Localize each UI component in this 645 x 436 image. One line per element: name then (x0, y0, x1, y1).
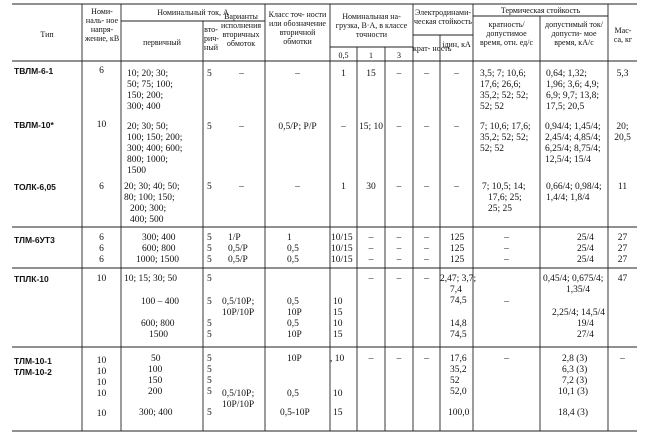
idyn-cell: 74,5 (450, 330, 467, 340)
primary-line: 600; 800 (142, 244, 176, 254)
thermal-current-line: 0,45/4; 0,675/4; (543, 274, 604, 284)
load-05-cell: – (341, 122, 346, 132)
secondary-cell: 5 (207, 387, 212, 397)
secondary-cell: 5 (207, 408, 212, 418)
load-05-cell: 1 (341, 69, 346, 79)
load-05-cell: 10/15 (331, 233, 353, 243)
idyn-cell: – (454, 69, 459, 79)
idyn-cell: – (454, 122, 459, 132)
thermal-current-line: 1,4/4; 1,8/4 (546, 193, 590, 203)
header-accuracy-class: Класс точ- ности или обозначение вторичной обмотки (268, 10, 327, 46)
primary-line: 1500 (149, 330, 168, 340)
variants-cell: 0,5/Р (228, 244, 248, 254)
voltage-cell: 10 (96, 378, 107, 388)
secondary-cell: 5 (207, 365, 212, 375)
load-05-cell: , 10 (330, 354, 345, 364)
accuracy-cell: 0,5 (287, 319, 299, 329)
load-1-cell: – (368, 233, 374, 243)
thermal-mult-line: 35,2; 52; 52; (480, 91, 529, 101)
thermal-mult-line: 52; 52 (480, 144, 505, 154)
secondary-cell: 5 (207, 69, 212, 79)
primary-line: 300; 400 (142, 233, 176, 243)
thermal-mult-cell: – (504, 255, 509, 265)
primary-line: 100 – 400 (141, 297, 179, 307)
load-05-cell: 15 (333, 408, 343, 418)
type-tplk10: ТПЛК-10 (14, 274, 49, 284)
secondary-cell: 5 (207, 376, 212, 386)
mass-cell: 27 (617, 255, 628, 265)
primary-line: 10; 15; 30; 50 (124, 274, 178, 284)
variants-cell: 1/Р (228, 233, 241, 243)
idyn-cell: 7,4 (450, 285, 462, 295)
multiplicity-cell: – (424, 233, 429, 243)
type-tvlm10: ТВЛМ-10* (14, 120, 54, 130)
thermal-mult-line: 17,6; 26,6; (480, 80, 521, 90)
secondary-cell: 5 (207, 274, 212, 284)
accuracy-cell: 10Р (287, 308, 302, 318)
idyn-cell: 14,8 (450, 319, 467, 329)
thermal-current-cell: 25/4 (577, 255, 594, 265)
multiplicity-cell: – (424, 69, 429, 79)
thermal-current-line: 1,96; 3,6; 4,9; (546, 80, 600, 90)
load-1-cell: – (368, 274, 374, 284)
load-3-cell: – (396, 255, 402, 265)
idyn-cell: 100,0 (448, 408, 470, 418)
thermal-current-line: 2,25/4; 14,5/4 (552, 308, 606, 318)
thermal-current-line: 0,64; 1,32; (546, 69, 587, 79)
mass-cell: 27 (617, 244, 628, 254)
header-type: Тип (40, 30, 54, 39)
load-3-cell: – (396, 122, 402, 132)
thermal-current-line: 6,9; 9,7; 13,8; (546, 91, 600, 101)
header-electrodynamic: Электродинами- ческая стойкость (414, 8, 472, 26)
thermal-current-line: 18,4 (3) (558, 408, 589, 418)
primary-line: 150 (148, 376, 163, 386)
load-05-cell: 15 (333, 308, 343, 318)
voltage-cell: 10 (96, 409, 107, 419)
load-3-cell: – (396, 69, 402, 79)
primary-line: 10; 20; 30; (127, 69, 169, 79)
voltage-cell: 10 (96, 356, 107, 366)
thermal-mult-cell: – (504, 244, 509, 254)
load-1-cell: 15 (366, 69, 376, 79)
thermal-current-line: 27/4 (577, 330, 594, 340)
variants-cell: 10Р/10Р (222, 308, 255, 318)
thermal-current-cell: 25/4 (577, 244, 594, 254)
primary-line: 200; 300; (130, 204, 167, 214)
mass-cell: 27 (617, 233, 628, 243)
voltage-cell: 6 (99, 233, 104, 243)
header-primary: первичный (143, 38, 181, 47)
multiplicity-cell: – (424, 255, 429, 265)
thermal-mult-line: 7; 10,5; 14; (482, 182, 526, 192)
accuracy-cell: 10Р (287, 354, 302, 364)
primary-line: 20; 30; 50; (127, 122, 169, 132)
mass-cell: 11 (617, 182, 628, 192)
primary-line: 80; 100; 150; (124, 193, 175, 203)
variants-cell: – (239, 182, 244, 192)
secondary-cell: 5 (207, 122, 212, 132)
load-1-cell: 15; 10 (358, 122, 383, 132)
primary-line: 50; 75; 100; (127, 80, 173, 90)
thermal-mult-line: 25; 25 (488, 204, 513, 214)
thermal-current-line: 0,66/4; 0,98/4; (546, 182, 602, 192)
header-current-group: Номинальный ток, А (157, 8, 229, 17)
thermal-current-line: 10,1 (3) (558, 387, 589, 397)
thermal-current-line: 1,35/4 (566, 285, 591, 295)
header-voltage: Номи- наль- ное напря- жение, кВ (84, 7, 120, 43)
header-idyn: iдин, кА (442, 40, 471, 49)
load-05-cell: 1 (341, 182, 346, 192)
secondary-cell: 5 (207, 354, 212, 364)
accuracy-cell: 0,5 (287, 255, 299, 265)
load-3-cell: – (396, 274, 402, 284)
load-05-cell: 10 (333, 319, 343, 329)
load-3-cell: – (396, 182, 402, 192)
header-load-05: 0,5 (338, 51, 349, 60)
multiplicity-cell: – (424, 182, 429, 192)
voltage-cell: 10 (96, 274, 107, 284)
accuracy-cell: 10Р (287, 330, 302, 340)
voltage-cell: 10 (96, 367, 107, 377)
thermal-mult-line: 7; 10,6; 17,6; (480, 122, 531, 132)
load-05-cell: 10/15 (331, 255, 353, 265)
idyn-cell: 17,6 (450, 354, 467, 364)
load-1-cell: – (368, 354, 374, 364)
header-variants: Варианты исполнения вторичных обмоток (220, 12, 262, 48)
header-thermal-mult: кратность/ допустимое время, отн. ед/с (479, 20, 534, 47)
idyn-cell: 2,47; 3,7; (440, 274, 477, 284)
primary-line: 1000; 1500 (136, 255, 180, 265)
primary-line: 300; 400 (127, 102, 161, 112)
mass-cell: 5,3 (616, 69, 629, 79)
header-thermal: Термическая стойкость (500, 6, 581, 15)
accuracy-cell: 0,5-10Р (280, 408, 310, 418)
variants-cell: 0,5/10Р; (222, 297, 255, 307)
voltage-cell: 10 (96, 120, 107, 130)
idyn-cell: 52,0 (450, 387, 467, 397)
type-tlm10-2: ТЛМ-10-2 (14, 367, 52, 377)
load-1-cell: – (368, 255, 374, 265)
thermal-mult-cell: – (504, 297, 509, 307)
primary-line: 800; 1000; (127, 155, 168, 165)
idyn-cell: 125 (450, 233, 465, 243)
idyn-cell: 52 (450, 376, 460, 386)
secondary-cell: 5 (207, 297, 212, 307)
accuracy-cell: – (295, 182, 300, 192)
secondary-cell: 5 (207, 319, 212, 329)
variants-cell: 0,5/10Р; (222, 389, 255, 399)
accuracy-cell: 1 (287, 233, 292, 243)
multiplicity-cell: – (424, 122, 429, 132)
header-multiplicity: крат- ность (413, 44, 452, 53)
load-3-cell: – (396, 244, 402, 254)
header-load-1: 1 (369, 51, 373, 60)
thermal-mult-line: 52; 52 (480, 102, 505, 112)
load-1-cell: 30 (366, 182, 376, 192)
load-3-cell: – (396, 354, 402, 364)
primary-line: 100 (148, 365, 163, 375)
thermal-current-line: 2,45/4; 4,85/4; (545, 133, 601, 143)
secondary-cell: 5 (207, 233, 212, 243)
thermal-current-line: 17,5; 20,5 (546, 102, 585, 112)
secondary-cell: 5 (207, 255, 212, 265)
idyn-cell: 74,5 (450, 296, 467, 306)
primary-line: 1500 (127, 166, 146, 176)
thermal-current-line: 2,8 (3) (562, 354, 588, 364)
thermal-current-line: 12,5/4; 15/4 (545, 155, 591, 165)
variants-cell: 10Р/10Р (222, 400, 255, 410)
multiplicity-cell: – (424, 244, 429, 254)
primary-line: 100; 150; 200; (127, 133, 183, 143)
thermal-mult-line: 35,2; 52; 52; (480, 133, 529, 143)
idyn-cell: 125 (450, 244, 465, 254)
header-load-group: Номинальная на- грузка, В·А, в классе точности (335, 12, 408, 39)
thermal-current-line: 19/4 (577, 319, 594, 329)
accuracy-cell: 0,5 (287, 244, 299, 254)
primary-line: 50 (151, 354, 161, 364)
type-tolk605: ТОЛК-6,05 (14, 182, 56, 192)
multiplicity-cell: – (424, 354, 429, 364)
accuracy-cell: 0,5/Р; Р/Р (278, 122, 317, 132)
primary-line: 600; 800 (141, 319, 175, 329)
load-05-cell: 10 (333, 389, 343, 399)
primary-line: 300; 400 (139, 408, 173, 418)
primary-line: 20; 30; 40; 50; (124, 182, 180, 192)
voltage-cell: 6 (99, 66, 104, 76)
idyn-cell: – (454, 182, 459, 192)
header-secondary: вто- рич- ный (204, 25, 219, 52)
voltage-cell: 6 (99, 182, 104, 192)
type-tlm10-1: ТЛМ-10-1 (14, 356, 52, 366)
load-05-cell: 10/15 (331, 244, 353, 254)
thermal-current-line: 0,94/4; 1,45/4; (545, 122, 601, 132)
load-3-cell: – (396, 233, 402, 243)
thermal-mult-cell: – (504, 233, 509, 243)
thermal-current-cell: 25/4 (577, 233, 594, 243)
primary-line: 150; 200; (127, 91, 164, 101)
variants-cell: – (239, 122, 244, 132)
accuracy-cell: – (295, 69, 300, 79)
secondary-cell: 5 (207, 182, 212, 192)
multiplicity-cell: – (424, 274, 429, 284)
header-load-3: 3 (397, 51, 401, 60)
voltage-cell: 10 (96, 389, 107, 399)
idyn-cell: 125 (450, 255, 465, 265)
primary-line: 300; 400; 600; (127, 144, 183, 154)
voltage-cell: 6 (99, 255, 104, 265)
type-tlm6ut3: ТЛМ-6УТ3 (14, 235, 55, 245)
thermal-mult-line: 3,5; 7; 10,6; (480, 69, 526, 79)
secondary-cell: 5 (207, 244, 212, 254)
thermal-current-line: 6,25/4; 8,75/4; (545, 144, 601, 154)
secondary-cell: 5 (207, 330, 212, 340)
accuracy-cell: 0,5 (287, 389, 299, 399)
primary-line: 200 (148, 387, 163, 397)
thermal-current-line: 7,2 (3) (562, 376, 588, 386)
type-tvlm61: ТВЛМ-6-1 (14, 66, 54, 76)
thermal-mult-line: 17,6; 25; (488, 193, 522, 203)
variants-cell: 0,5/Р (228, 255, 248, 265)
voltage-cell: 6 (99, 244, 104, 254)
mass-cell: – (620, 354, 625, 364)
header-thermal-current: допустимый ток/ допусти- мое время, кА/с (545, 20, 603, 47)
load-1-cell: – (368, 244, 374, 254)
load-05-cell: 10 (333, 297, 343, 307)
mass-cell: 20,5 (614, 133, 631, 143)
idyn-cell: 35,2 (450, 365, 467, 375)
mass-cell: 47 (617, 274, 628, 284)
mass-cell: 20; (616, 122, 629, 132)
variants-cell: – (239, 69, 244, 79)
thermal-current-line: 6,3 (3) (562, 365, 588, 375)
header-mass: Мас- са, кг (613, 26, 633, 44)
primary-line: 400; 500 (130, 215, 164, 225)
thermal-mult-cell: – (504, 354, 509, 364)
accuracy-cell: 0,5 (287, 297, 299, 307)
load-05-cell: 15 (333, 330, 343, 340)
